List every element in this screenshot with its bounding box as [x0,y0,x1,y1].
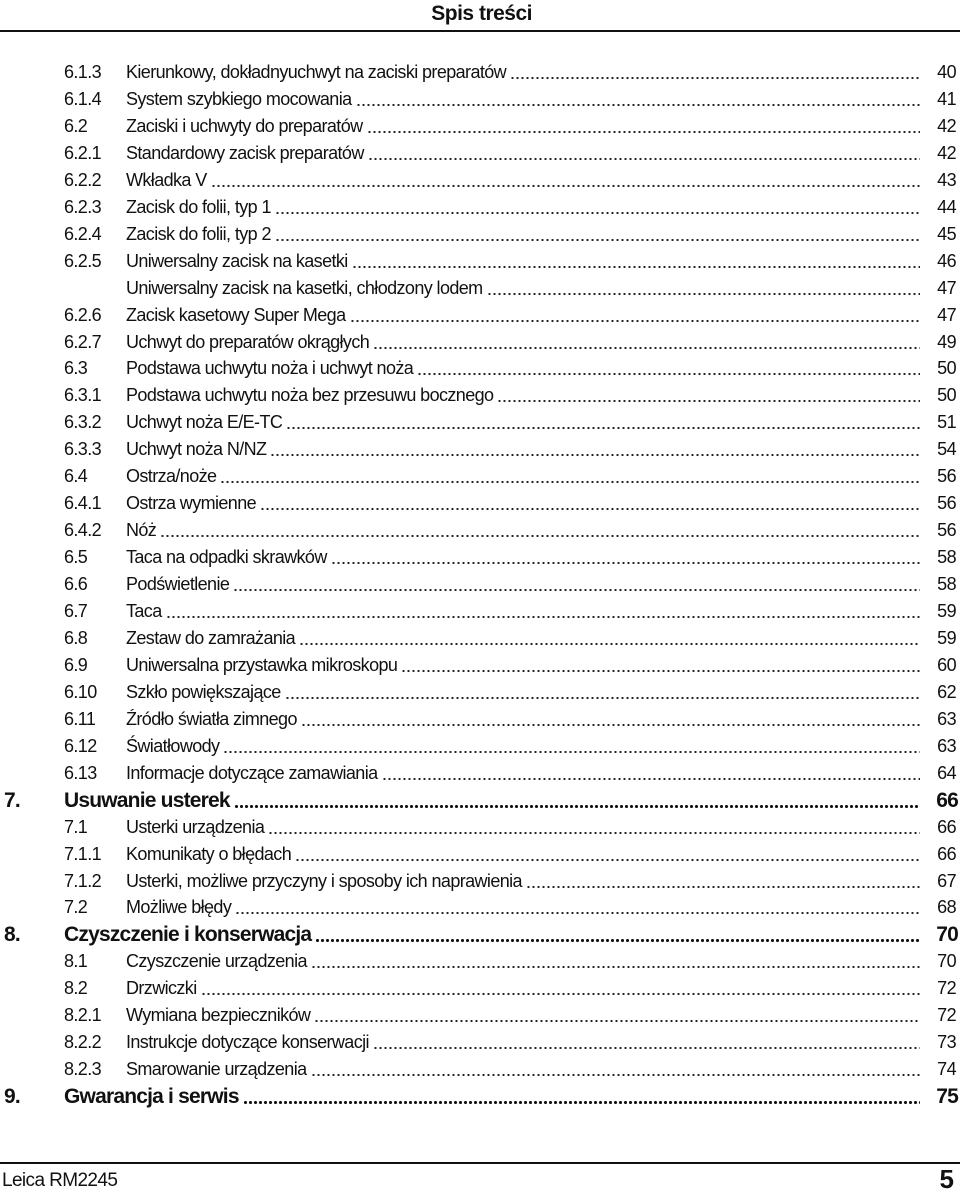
toc-entry-text [126,409,924,436]
toc-entry-text [126,59,924,86]
toc-entry-page: 66 [937,816,956,837]
toc-entry[interactable] [0,113,960,140]
toc-entry-text [126,248,924,275]
toc-entry-text [126,140,924,167]
toc-entry-number: 6.3.2 [64,412,102,433]
toc-dot-leader [299,643,920,645]
toc-entry-number: 8.2.3 [64,1059,102,1080]
toc-entry-page: 41 [937,88,956,109]
toc-dot-leader [356,104,920,106]
toc-entry-text [126,894,924,921]
toc-entry-text [126,625,924,652]
toc-entry-title: Uniwersalny zacisk na kasetki [126,250,348,271]
toc-entry-title: Wymiana bezpieczników [126,1005,311,1026]
toc-entry-page: 73 [937,1032,956,1053]
toc-entry-number: 6.6 [64,574,88,595]
toc-entry[interactable] [0,490,960,517]
toc-entry[interactable] [0,302,960,329]
toc-entry-page: 43 [937,169,956,190]
toc-dot-leader [235,912,920,914]
toc-entry-page: 54 [937,439,956,460]
toc-entry-page: 59 [937,601,956,621]
toc-dot-leader [311,966,920,968]
toc-entry[interactable] [0,167,960,194]
toc-entry-number: 7. [4,788,20,812]
toc-entry-number: 6.1.3 [64,62,102,82]
toc-entry-title: Instrukcje dotyczące konserwacji [126,1032,369,1053]
toc-entry-title: Smarowanie urządzenia [126,1059,307,1080]
toc-entry-text [126,598,924,625]
toc-entry-title: Uchwyt noża E/E-TC [126,412,283,433]
toc-dot-leader [260,508,920,510]
toc-entry-title: Taca [126,601,162,621]
toc-entry[interactable] [0,787,960,814]
toc-entry-number: 8.1 [64,951,88,972]
toc-dot-leader [201,993,920,995]
toc-entry-number: 7.1.2 [64,870,102,891]
toc-entry-title: Czyszczenie urządzenia [126,951,307,972]
toc-entry-title: Uniwersalny zacisk na kasetki, chłodzony lodem [126,277,483,298]
toc-entry-title: Zestaw do zamrażania [126,627,296,648]
footer-rule [0,1162,960,1164]
toc-dot-leader [382,778,920,780]
toc-entry-text [126,733,924,760]
toc-dot-leader [331,562,920,564]
toc-entry-number: 9. [4,1085,20,1109]
toc-dot-leader [401,670,920,672]
toc-entry-text [126,275,924,302]
toc-entry-title: Możliwe błędy [126,897,232,918]
toc-entry-title: Usterki urządzenia [126,816,265,837]
toc-entry-title: Zacisk do folii, typ 1 [126,196,271,217]
toc-entry-title: Wkładka V [126,169,207,190]
toc-entry-text [126,975,924,1002]
toc-entry-number: 6.2.7 [64,331,102,352]
toc-dot-leader [275,212,920,214]
toc-dot-leader [295,859,920,861]
toc-entry-page: 49 [937,331,956,352]
toc-dot-leader [270,454,920,456]
toc-entry-page: 51 [937,412,956,433]
toc-entry-number: 6.7 [64,601,88,621]
toc-entry-number: 6.10 [64,681,97,702]
toc-entry[interactable] [0,652,960,679]
toc-entry-page: 45 [937,223,956,244]
toc-dot-leader [243,1101,920,1104]
toc-entry-text [126,167,924,194]
toc-entry-text [126,868,924,895]
toc-dot-leader [301,724,920,726]
toc-entry-text [126,382,924,409]
toc-dot-leader [487,293,920,295]
toc-entry-title: Zacisk do folii, typ 2 [126,223,271,244]
toc-entry-number: 6.11 [64,708,96,729]
toc-entry-title: Uchwyt noża N/NZ [126,439,267,460]
toc-entry-text [126,544,924,571]
toc-entry-page: 68 [937,897,956,918]
toc-entry[interactable] [0,463,960,490]
toc-dot-leader [368,158,920,160]
toc-entry-text [126,706,924,733]
toc-entry-title: Podświetlenie [126,574,230,595]
toc-dot-leader [223,751,920,753]
toc-entry-number: 6.5 [64,547,88,568]
toc-entry-text [126,652,924,679]
toc-entry-page: 66 [937,843,956,864]
page-header-title: Spis treści [431,2,532,25]
toc-entry[interactable] [0,409,960,436]
toc-entry-title: Ostrza/noże [126,466,217,487]
toc-dot-leader [285,697,920,699]
toc-entry[interactable] [0,706,960,733]
toc-entry-title: Szkło powiększające [126,681,281,702]
toc-entry-title: Zaciski i uchwyty do preparatów [126,115,363,136]
toc-dot-leader [311,1074,920,1076]
header-rule [0,30,960,32]
toc-dot-leader [373,347,920,349]
toc-entry-title: Ostrza wymienne [126,493,257,514]
toc-dot-leader [275,239,920,241]
toc-entry-text [126,86,924,113]
toc-entry-text [126,302,924,329]
toc-dot-leader [373,1047,920,1049]
toc-dot-leader [233,589,920,591]
toc-entry-page: 56 [937,493,956,514]
toc-entry-page: 59 [937,627,956,648]
toc-entry-title: Czyszczenie i konserwacja [64,923,312,947]
toc-entry-page: 64 [937,762,956,783]
toc-entry[interactable] [0,275,960,302]
toc-entry-text [126,194,924,221]
toc-dot-leader [367,131,920,133]
toc-entry-page: 56 [937,466,956,487]
toc-entry-number: 6.3.3 [64,439,102,460]
toc-entry[interactable] [0,598,960,625]
toc-entry-number: 6.2.3 [64,196,102,217]
toc-entry[interactable] [0,975,960,1002]
toc-entry-title: System szybkiego mocowania [126,88,352,109]
toc-entry[interactable] [0,868,960,895]
toc-entry[interactable] [0,194,960,221]
toc-entry-text [64,787,924,814]
toc-entry[interactable] [0,841,960,868]
toc-entry[interactable] [0,248,960,275]
toc-entry[interactable] [0,894,960,921]
footer-page-number: 5 [939,1164,954,1194]
toc-entry-title: Usterki, możliwe przyczyny i sposoby ich naprawienia [126,870,522,891]
toc-entry-number: 7.2 [64,897,88,918]
toc-entry-number: 8.2.2 [64,1032,102,1053]
toc-entry-page: 47 [937,277,956,298]
toc-entry-title: Uchwyt do preparatów okrągłych [126,331,370,352]
toc-dot-leader [211,185,920,187]
toc-dot-leader [497,400,920,402]
toc-dot-leader [314,1020,920,1022]
toc-dot-leader [526,886,920,888]
toc-entry-text [126,814,924,841]
toc-entry-page: 47 [937,304,956,325]
toc-entry-title: Podstawa uchwytu noża bez przesuwu bocznego [126,385,494,406]
toc-entry-page: 44 [937,196,956,217]
toc-entry-number: 6.3 [64,358,88,379]
toc-dot-leader [234,805,920,808]
toc-entry-text [126,1056,924,1083]
toc-entry-text [126,436,924,463]
toc-dot-leader [352,266,920,268]
toc-entry-page: 42 [937,115,956,136]
toc-entry-text [126,113,924,140]
toc-entry-text [126,490,924,517]
toc-dot-leader [350,320,921,322]
toc-entry[interactable] [0,544,960,571]
toc-entry-title: Podstawa uchwytu noża i uchwyt noża [126,358,414,379]
toc-entry[interactable] [0,140,960,167]
toc-dot-leader [160,535,920,537]
toc-entry-number: 7.1 [64,816,88,837]
toc-entry[interactable] [0,355,960,382]
toc-entry-page: 70 [936,923,958,947]
toc-entry-title: Światłowody [126,735,220,756]
toc-entry-number: 6.9 [64,654,88,675]
toc-entry-text [126,463,924,490]
toc-entry-text [126,841,924,868]
toc-entry-number: 6.1.4 [64,88,102,109]
toc-entry[interactable] [0,86,960,113]
toc-entry-page: 74 [937,1059,956,1080]
toc-entry-text [126,679,924,706]
toc-entry-text [126,329,924,356]
toc-entry[interactable] [0,733,960,760]
toc-entry-title: Informacje dotyczące zamawiania [126,762,378,783]
toc-entry-title: Nóż [126,520,157,541]
toc-entry-text [126,1002,924,1029]
toc-dot-leader [220,481,920,483]
toc-entry-page: 42 [937,142,956,163]
toc-entry[interactable] [0,814,960,841]
toc-entry-page: 50 [937,385,956,406]
toc-entry[interactable] [0,221,960,248]
toc-entry-number: 6.8 [64,627,88,648]
toc-entry[interactable] [0,571,960,598]
toc-entry-number: 6.2.1 [64,142,102,163]
toc-entry-title: Kierunkowy, dokładnyuchwyt na zaciski preparatów [126,62,507,82]
toc-entry-page: 66 [936,788,958,812]
toc-entry[interactable] [0,1056,960,1083]
toc-entry-title: Standardowy zacisk preparatów [126,142,364,163]
toc-entry-number: 6.2.4 [64,223,102,244]
toc-entry[interactable] [0,760,960,787]
toc-entry[interactable] [0,1029,960,1056]
toc-entry-number: 8. [4,923,20,947]
toc-entry-title: Źródło światła zimnego [126,708,297,729]
toc-entry-title: Uniwersalna przystawka mikroskopu [126,654,398,675]
toc-dot-leader [268,832,920,834]
toc-entry-page: 72 [937,978,956,999]
toc-entry-number: 6.12 [64,735,97,756]
toc-entry-page: 56 [937,520,956,541]
toc-entry-number: 8.2.1 [64,1005,102,1026]
toc-dot-leader [286,427,920,429]
toc-entry[interactable] [0,436,960,463]
toc-entry-number: 6.2.2 [64,169,102,190]
toc-dot-leader [315,939,920,942]
toc-entry-number: 6.2.5 [64,250,102,271]
toc-entry-text [64,921,924,948]
toc-entry-number: 6.3.1 [64,385,102,406]
toc-entry-number: 6.13 [64,762,97,783]
toc-entry-page: 70 [937,951,956,972]
toc-entry-page: 75 [936,1085,958,1109]
toc-entry-number: 8.2 [64,978,88,999]
toc-entry-page: 40 [937,62,956,82]
toc-entry[interactable] [0,59,960,86]
toc-entry[interactable] [0,679,960,706]
toc-entry-number: 7.1.1 [64,843,102,864]
toc-entry-title: Gwarancja i serwis [64,1085,239,1109]
toc-entry-title: Drzwiczki [126,978,197,999]
footer-product-name: Leica RM2245 [2,1170,118,1191]
toc-entry[interactable] [0,1002,960,1029]
toc-entry-title: Zacisk kasetowy Super Mega [126,304,346,325]
toc-entry[interactable] [0,1083,960,1110]
toc-entry-number: 6.2 [64,115,88,136]
toc-entry-page: 50 [937,358,956,379]
toc-entry-number: 6.4.1 [64,493,102,514]
toc-entry-page: 63 [937,708,956,729]
toc-entry-page: 63 [937,735,956,756]
toc-entry-text [126,517,924,544]
toc-entry-number: 6.4 [64,466,88,487]
toc-entry-title: Komunikaty o błędach [126,843,292,864]
toc-entry-number: 6.2.6 [64,304,102,325]
toc-entry[interactable] [0,625,960,652]
toc-entry-number: 6.4.2 [64,520,102,541]
toc-entry-page: 72 [937,1005,956,1026]
toc-entry-page: 62 [937,681,956,702]
toc-dot-leader [166,616,920,618]
toc-entry-page: 60 [937,654,956,675]
toc-entry-page: 67 [937,870,956,891]
toc-entry-text [126,571,924,598]
toc-entry[interactable] [0,517,960,544]
toc-entry-text [126,1029,924,1056]
toc-entry-page: 58 [937,547,956,568]
toc-entry[interactable] [0,382,960,409]
toc-entry-text [64,1083,924,1110]
toc-dot-leader [417,373,920,375]
toc-entry-text [126,948,924,975]
toc-entry-text [126,221,924,248]
toc-entry-title: Usuwanie usterek [64,788,230,812]
toc-entry[interactable] [0,948,960,975]
toc-entry-text [126,355,924,382]
toc-entry-title: Taca na odpadki skrawków [126,547,327,568]
toc-entry[interactable] [0,921,960,948]
toc-dot-leader [510,77,920,79]
toc-entry-text [126,760,924,787]
toc-entry-page: 58 [937,574,956,595]
toc-entry-page: 46 [937,250,956,271]
toc-entry[interactable] [0,329,960,356]
